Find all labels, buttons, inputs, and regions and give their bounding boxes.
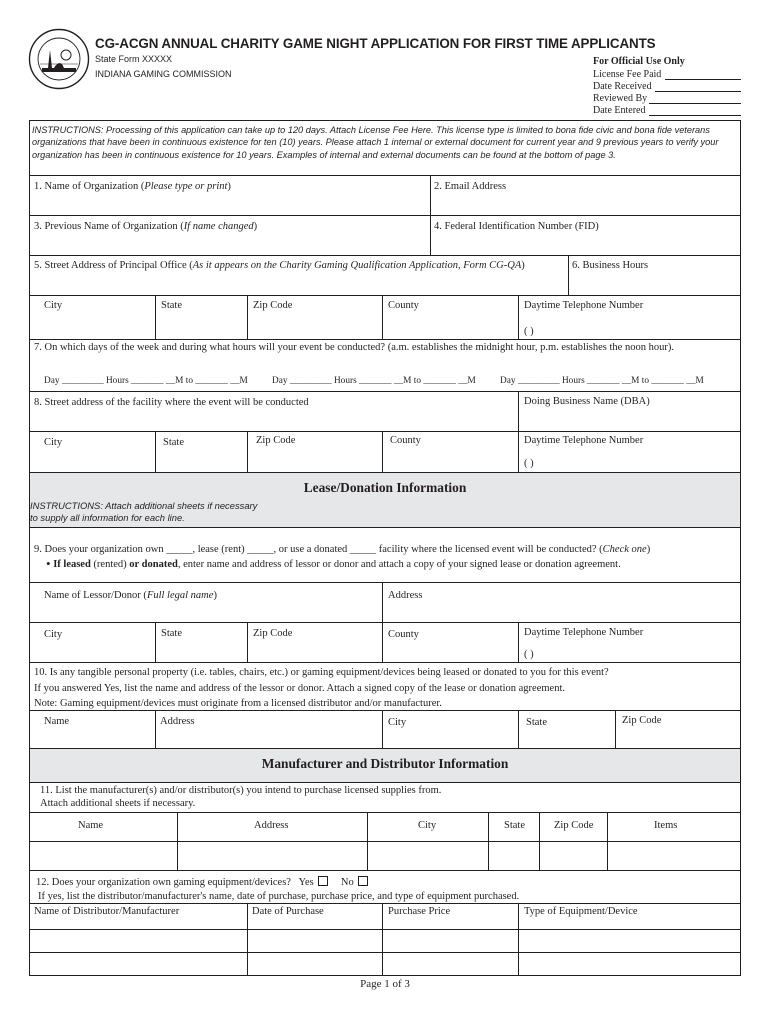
- q10-address-label: Address: [160, 716, 195, 727]
- official-use-heading: For Official Use Only: [593, 56, 685, 67]
- q12-text-2: If yes, list the distributor/manufacturer's name, date of purchase, purchase price, and type of equipment purchased.: [38, 891, 520, 902]
- field-fid-label: 4. Federal Identification Number (FID): [434, 221, 599, 232]
- q11-text-1: 11. List the manufacturer(s) and/or distributor(s) you intend to purchase licensed supplies from.: [40, 785, 442, 796]
- q10-name-label: Name: [44, 716, 70, 727]
- phone-area-code[interactable]: ( ): [524, 326, 534, 337]
- county-label: County: [388, 629, 419, 640]
- zip-label: Zip Code: [253, 628, 293, 639]
- instructions-text: INSTRUCTIONS: Processing of this application can take up to 120 days. Attach License Fee Here. This license type is limited to bona fide civic and bona fide veterans organizations that have been in continuous existence for ten (10) years. Please attach 1 internal or external document for current year and 9 previous years to verify your organization has been in continuous existence for 10 years. Examples of internal and external documents can be found at the bottom of page 3.: [32, 125, 719, 160]
- q12-col-equipment: Type of Equipment/Device: [524, 906, 638, 917]
- hours-input[interactable]: [570, 275, 738, 293]
- q11-col-name: Name: [78, 820, 104, 831]
- q7-day-line-2[interactable]: Day _________ Hours _______ __M to _______ __M: [272, 376, 476, 386]
- lessor-name-input[interactable]: [31, 604, 381, 621]
- q7-text: 7. On which days of the week and during what hours will your event be conducted? (a.m. establishes the midnight hour, p.m. establishes the noon hour).: [34, 342, 674, 353]
- q10-text-3: Note: Gaming equipment/devices must originate from a licensed distributor and/or manufacturer.: [34, 698, 442, 709]
- phone-label: Daytime Telephone Number: [524, 300, 644, 311]
- lessor-address-input[interactable]: [384, 604, 738, 621]
- field-email-label: 2. Email Address: [434, 181, 507, 192]
- county-label: County: [388, 300, 419, 311]
- state-label: State: [163, 437, 184, 448]
- fid-input[interactable]: [432, 235, 738, 253]
- city-label: City: [44, 437, 63, 448]
- q10-text-1: 10. Is any tangible personal property (i.e. tables, chairs, etc.) or gaming equipment/devices being leased or donated to you for this event?: [34, 667, 609, 678]
- q11-col-state: State: [504, 820, 525, 831]
- official-field-reviewed: Reviewed By: [593, 93, 648, 104]
- county-label: County: [390, 435, 421, 446]
- state-form-number: State Form XXXXX: [95, 54, 173, 64]
- field-dba-label: Doing Business Name (DBA): [524, 396, 650, 407]
- field-hours-label: 6. Business Hours: [572, 260, 649, 271]
- q7-day-line-3[interactable]: Day _________ Hours _______ __M to _______ __M: [500, 376, 704, 386]
- org-name-input[interactable]: [31, 196, 429, 213]
- q11-input-row[interactable]: [31, 843, 739, 869]
- phone-label: Daytime Telephone Number: [524, 627, 644, 638]
- q12-no-checkbox[interactable]: [358, 876, 368, 886]
- prev-name-input[interactable]: [31, 235, 429, 253]
- q11-text-2: Attach additional sheets if necessary.: [40, 798, 196, 809]
- state-label: State: [161, 628, 182, 639]
- lease-instructions: INSTRUCTIONS: Attach additional sheets if necessary to supply all information for each line.: [30, 500, 258, 523]
- q10-city-label: City: [388, 717, 407, 728]
- q7-day-line-1[interactable]: Day _________ Hours _______ __M to _______ __M: [44, 376, 248, 386]
- street-input[interactable]: [31, 275, 567, 293]
- state-seal: [28, 28, 90, 90]
- field-facility-label: 8. Street address of the facility where the event will be conducted: [34, 397, 309, 408]
- q12-input-row-2[interactable]: [31, 954, 739, 974]
- official-field-entered: Date Entered: [593, 105, 646, 116]
- q12-col-distributor: Name of Distributor/Manufacturer: [34, 906, 180, 917]
- q11-col-city: City: [418, 820, 437, 831]
- manufacturer-section-heading: Manufacturer and Distributor Information: [261, 756, 509, 771]
- q12-input-row-1[interactable]: [31, 931, 739, 951]
- city-label: City: [44, 300, 63, 311]
- lessor-address-label: Address: [388, 590, 423, 601]
- q9-text: 9. Does your organization own _____, lease (rent) _____, or use a donated _____ facility where the licensed event will be conducted? (Check one): [34, 544, 651, 555]
- q9-note: • If leased (rented) or donated, enter name and address of lessor or donor and attach a copy of your signed lease or donation agreement.: [46, 556, 621, 571]
- state-label: State: [161, 300, 182, 311]
- phone-area-code[interactable]: ( ): [524, 458, 534, 469]
- q10-text-2: If you answered Yes, list the name and address of the lessor or donor. Attach a signed copy of the lease or donation agreement.: [34, 683, 565, 694]
- page-title: CG-ACGN ANNUAL CHARITY GAME NIGHT APPLICATION FOR FIRST TIME APPLICANTS: [95, 36, 656, 51]
- city-label: City: [44, 629, 63, 640]
- phone-label: Daytime Telephone Number: [524, 435, 644, 446]
- q12-yes-checkbox[interactable]: [318, 876, 328, 886]
- q11-col-zip: Zip Code: [554, 820, 594, 831]
- facility-input[interactable]: [31, 411, 517, 429]
- email-input[interactable]: [432, 196, 738, 213]
- page-number: Page 1 of 3: [360, 978, 410, 990]
- official-field-fee: License Fee Paid: [593, 69, 662, 80]
- q12-text: 12. Does your organization own gaming equipment/devices? Yes No: [36, 876, 368, 889]
- lessor-name-label: Name of Lessor/Donor (Full legal name): [44, 590, 217, 601]
- q10-zip-label: Zip Code: [622, 715, 662, 726]
- field-prev-name-label: 3. Previous Name of Organization (If name changed): [34, 221, 258, 232]
- field-org-name-label: 1. Name of Organization (Please type or print): [34, 181, 231, 192]
- q11-col-items: Items: [654, 820, 678, 831]
- zip-label: Zip Code: [253, 300, 293, 311]
- lease-section-heading: Lease/Donation Information: [303, 480, 467, 495]
- q12-col-price: Purchase Price: [388, 906, 451, 917]
- official-field-received: Date Received: [593, 81, 652, 92]
- q12-col-date: Date of Purchase: [252, 906, 324, 917]
- q10-state-label: State: [526, 717, 547, 728]
- q11-col-address: Address: [254, 820, 289, 831]
- phone-area-code[interactable]: ( ): [524, 649, 534, 660]
- dba-input[interactable]: [520, 411, 738, 429]
- agency-name: INDIANA GAMING COMMISSION: [95, 69, 232, 79]
- zip-label: Zip Code: [256, 435, 296, 446]
- field-street-label: 5. Street Address of Principal Office (As it appears on the Charity Gaming Qualification Application, Form CG-QA): [34, 260, 525, 271]
